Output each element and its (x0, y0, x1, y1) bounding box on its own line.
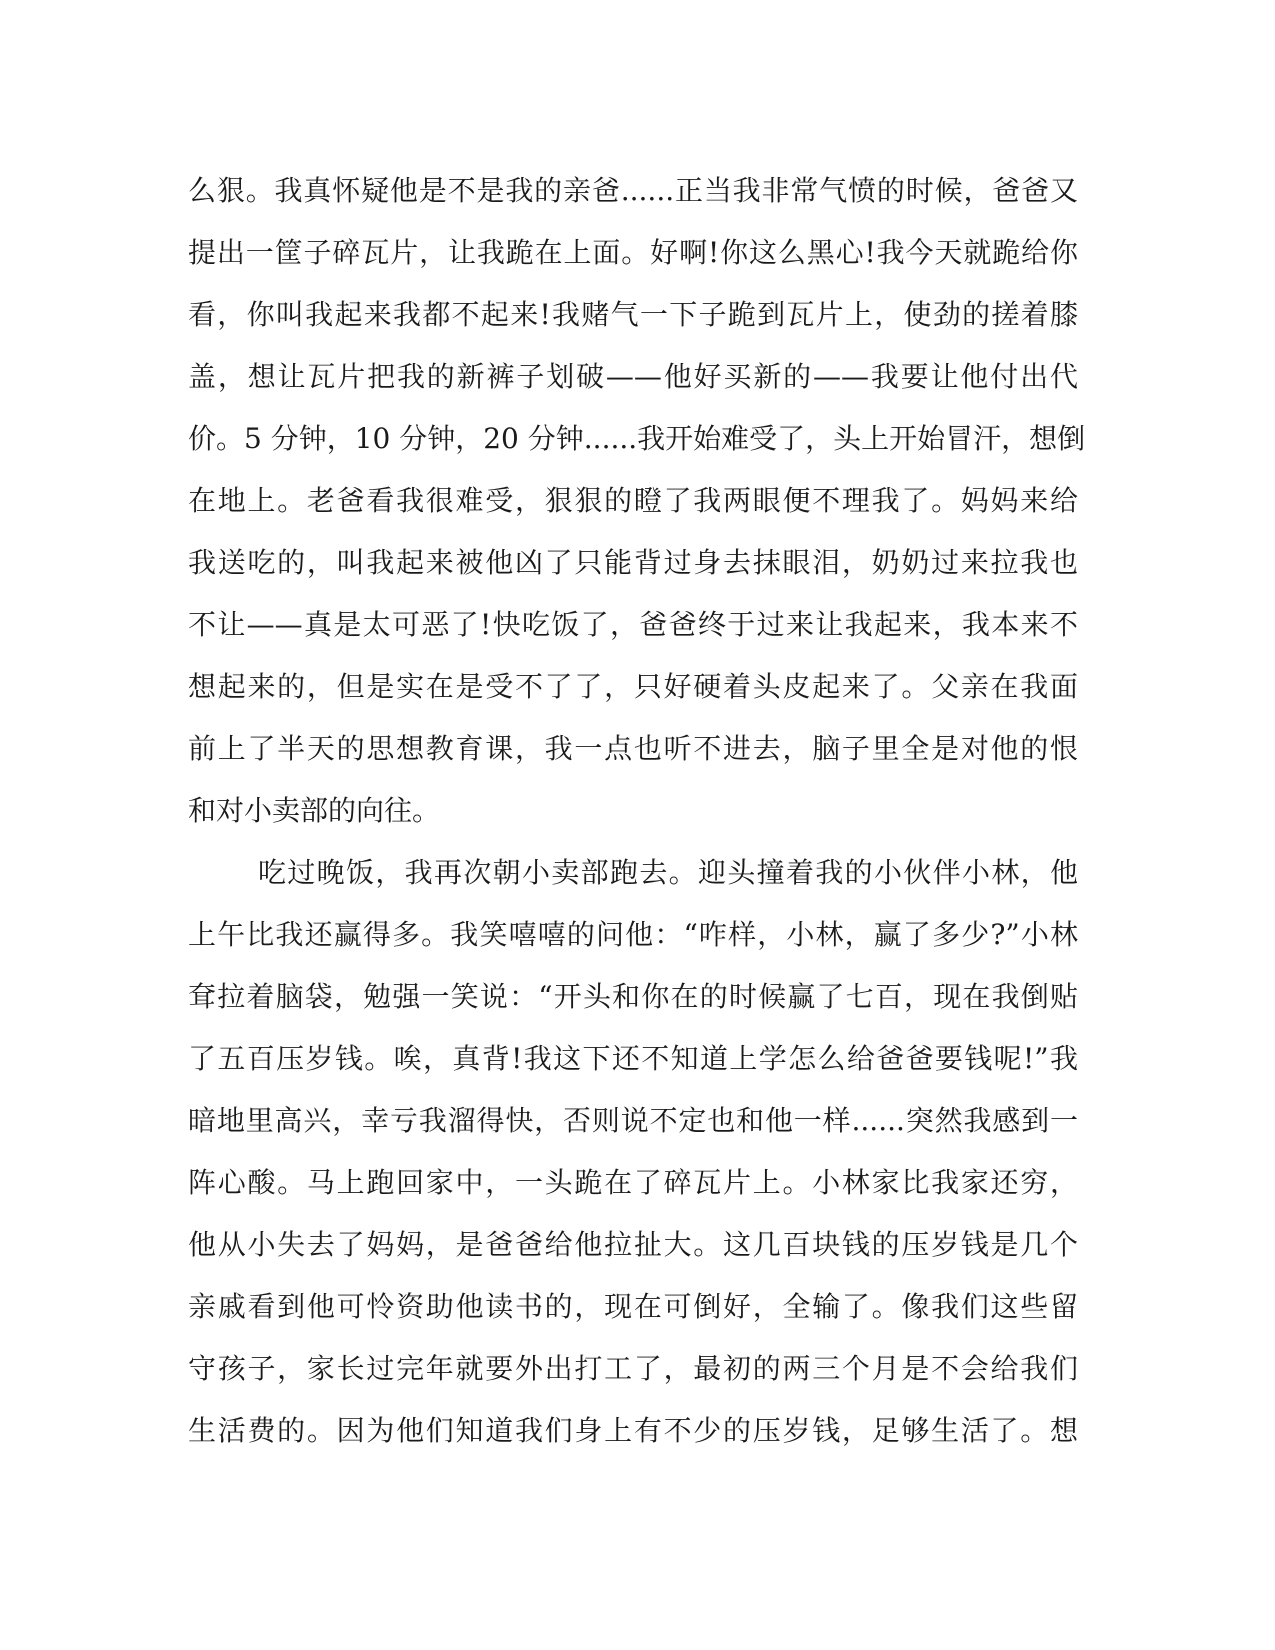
text-line: 提出一筐子碎瓦片，让我跪在上面。好啊!你这么黑心!我今天就跪给你 (188, 236, 1078, 269)
text-line: 他从小失去了妈妈，是爸爸给他拉扯大。这几百块钱的压岁钱是几个 (188, 1228, 1078, 1261)
text-line: 么狠。我真怀疑他是不是我的亲爸......正当我非常气愤的时候，爸爸又 (188, 174, 1078, 207)
text-line: 生活费的。因为他们知道我们身上有不少的压岁钱，足够生活了。想 (188, 1414, 1078, 1447)
paragraph-start-line: 吃过晚饭，我再次朝小卖部跑去。迎头撞着我的小伙伴小林，他 (258, 856, 1078, 889)
text-line: 不让——真是太可恶了!快吃饭了，爸爸终于过来让我起来，我本来不 (188, 608, 1078, 641)
text-line: 价。5 分钟，10 分钟，20 分钟......我开始难受了，头上开始冒汗，想倒 (188, 422, 1086, 455)
text-line: 上午比我还赢得多。我笑嘻嘻的问他：“咋样，小林，赢了多少?”小林 (188, 918, 1078, 951)
text-line: 盖，想让瓦片把我的新裤子划破——他好买新的——我要让他付出代 (188, 360, 1078, 393)
text-line: 守孩子，家长过完年就要外出打工了，最初的两三个月是不会给我们 (188, 1352, 1078, 1385)
text-line: 在地上。老爸看我很难受，狠狠的瞪了我两眼便不理我了。妈妈来给 (188, 484, 1078, 517)
text-line: 想起来的，但是实在是受不了了，只好硬着头皮起来了。父亲在我面 (188, 670, 1078, 703)
text-line: 看，你叫我起来我都不起来!我赌气一下子跪到瓦片上，使劲的搓着膝 (188, 298, 1078, 331)
text-line: 暗地里高兴，幸亏我溜得快，否则说不定也和他一样......突然我感到一 (188, 1104, 1078, 1137)
text-line: 亲戚看到他可怜资助他读书的，现在可倒好，全输了。像我们这些留 (188, 1290, 1078, 1323)
paragraph-end-line: 和对小卖部的向往。 (188, 794, 441, 827)
text-line: 耷拉着脑袋，勉强一笑说：“开头和你在的时候赢了七百，现在我倒贴 (188, 980, 1078, 1013)
text-line: 我送吃的，叫我起来被他凶了只能背过身去抹眼泪，奶奶过来拉我也 (188, 546, 1078, 579)
body-text (188, 160, 1086, 1462)
text-line: 了五百压岁钱。唉，真背!我这下还不知道上学怎么给爸爸要钱呢!”我 (188, 1042, 1078, 1075)
text-line: 前上了半天的思想教育课，我一点也听不进去，脑子里全是对他的恨 (188, 732, 1078, 765)
text-line: 阵心酸。马上跑回家中，一头跪在了碎瓦片上。小林家比我家还穷， (188, 1166, 1078, 1199)
